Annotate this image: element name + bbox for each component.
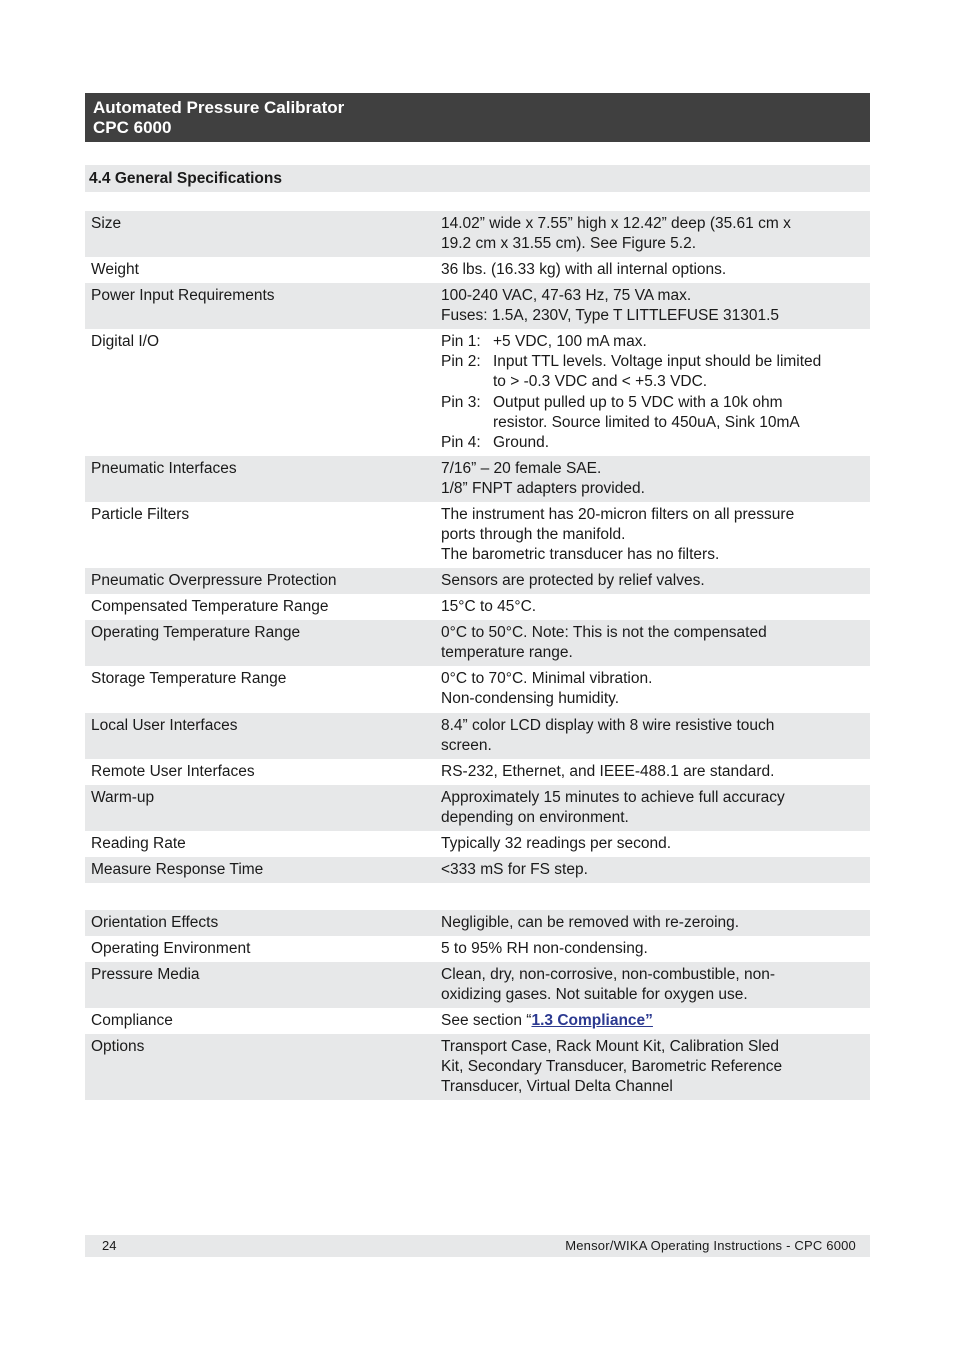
spec-value-line: temperature range. [441,644,573,662]
spec-value-line: Clean, dry, non-corrosive, non-combustible, non- [441,966,775,983]
spec-row [85,1034,870,1100]
spec-label: Remote User Interfaces [91,763,255,780]
spec-label: Digital I/O [91,333,160,350]
spec-label: Compliance [91,1012,173,1029]
spec-row [85,1008,870,1034]
spec-row [85,594,870,620]
spec-label: Orientation Effects [91,914,219,931]
spec-row [85,857,870,883]
spec-value-line: screen. [441,737,492,755]
spec-value [441,669,866,709]
spec-label: Compensated Temperature Range [91,598,329,615]
spec-value-line: 0°C to 50°C. Note: This is not the compensated [441,624,767,641]
spec-value-line: The instrument has 20-micron filters on all pressure [441,506,795,523]
spec-value-line: RS-232, Ethernet, and IEEE-488.1 are standard. [441,763,775,780]
spec-value-line: Approximately 15 minutes to achieve full accuracy [441,789,785,806]
spec-label: Operating Environment [91,940,251,957]
spec-row [85,936,870,962]
pin-label: Pin 3: [441,393,481,411]
spec-row [85,257,870,283]
spec-value-line: <333 mS for FS step. [441,861,588,878]
spec-row [85,502,870,568]
pin-label: Pin 4: [441,434,481,452]
spec-value-line: oxidizing gases. Not suitable for oxygen use. [441,986,748,1004]
spec-value [441,965,866,1005]
spec-value [441,1011,866,1031]
spec-label: Pressure Media [91,966,200,983]
spec-value-line: 1/8” FNPT adapters provided. [441,480,645,498]
spec-value [441,834,866,854]
spec-value-line: Fuses: 1.5A, 230V, Type T LITTLEFUSE 31301.5 [441,307,780,325]
spec-value-line: 15°C to 45°C. [441,598,537,615]
spec-row [85,883,870,910]
spec-row [85,910,870,936]
pin-label: Pin 2: [441,353,481,371]
spec-label: Power Input Requirements [91,287,275,304]
spec-label: Pneumatic Overpressure Protection [91,572,337,589]
spec-value [441,788,866,828]
page-number: 24 [102,1238,117,1253]
spec-label: Reading Rate [91,835,186,852]
spec-row [85,211,870,257]
spec-value-line: 0°C to 70°C. Minimal vibration. [441,670,653,687]
spec-value [441,459,866,499]
spec-value [441,939,866,959]
spec-value [441,505,866,566]
spec-row [85,568,870,594]
spec-row [85,666,870,713]
pin-line: Ground. [493,434,550,452]
pin-label: Pin 1: [441,333,481,350]
spec-row [85,785,870,831]
pin-line: Input TTL levels. Voltage input should be limited [493,353,822,371]
spec-value [441,716,866,756]
spec-row [85,283,870,329]
pin-entry [441,332,866,352]
spec-value [441,1037,866,1098]
spec-value-line: Negligible, can be removed with re-zeroing. [441,914,740,931]
spec-value [441,286,866,326]
spec-value-line: 36 lbs. (16.33 kg) with all internal options. [441,261,727,278]
page-footer [85,1235,870,1257]
spec-value [441,260,866,280]
spec-value-line: 8.4” color LCD display with 8 wire resistive touch [441,717,775,734]
header-title: Automated Pressure Calibrator [93,98,345,117]
spec-row [85,759,870,785]
spec-label: Warm-up [91,789,155,806]
spec-label: Measure Response Time [91,861,264,878]
spec-value-line: depending on environment. [441,809,629,827]
spec-value [441,860,866,880]
spec-value [441,571,866,591]
spec-label: Storage Temperature Range [91,670,287,687]
pin-line: Output pulled up to 5 VDC with a 10k ohm [493,393,783,411]
spec-value [441,332,866,453]
spec-row [85,456,870,502]
compliance-link[interactable]: 1.3 Compliance” [531,1012,653,1029]
spec-label: Pneumatic Interfaces [91,460,237,477]
pin-description [493,393,866,433]
pin-description [493,332,866,352]
specifications-table [85,211,870,1100]
document-header [85,93,870,142]
spec-row [85,329,870,456]
spec-value-line: 19.2 cm x 31.55 cm). See Figure 5.2. [441,235,697,253]
spec-value [441,214,866,254]
spec-label: Size [91,215,122,232]
spec-value-line: 14.02” wide x 7.55” high x 12.42” deep (35.61 cm x [441,215,791,232]
footer-doc-title: Mensor/WIKA Operating Instructions - CPC 6000 [565,1238,856,1253]
pin-description [493,433,866,453]
spec-row [85,713,870,759]
spec-value-line: Transport Case, Rack Mount Kit, Calibration Sled [441,1038,779,1055]
pin-description [493,352,866,392]
spec-value-line: Non-condensing humidity. [441,690,620,708]
pin-line: +5 VDC, 100 mA max. [493,333,647,350]
pin-line: to > -0.3 VDC and < +5.3 VDC. [493,373,708,391]
spec-label: Weight [91,261,139,278]
spec-value [441,597,866,617]
spec-value [441,623,866,663]
spec-label: Operating Temperature Range [91,624,301,641]
compliance-prefix: See section “ [441,1012,532,1029]
pin-entry [441,352,866,392]
spec-value-line: Sensors are protected by relief valves. [441,572,705,589]
spec-value-line: ports through the manifold. [441,526,626,544]
spec-value-line: Kit, Secondary Transducer, Barometric Reference [441,1058,783,1076]
spec-label: Particle Filters [91,506,190,523]
spec-value-line: 7/16” – 20 female SAE. [441,460,602,477]
header-model: CPC 6000 [93,118,172,137]
spec-row [85,962,870,1008]
spec-value-line: 100-240 VAC, 47-63 Hz, 75 VA max. [441,287,692,304]
spec-row [85,620,870,666]
spec-value-line: The barometric transducer has no filters. [441,546,720,564]
spec-value [441,762,866,782]
spec-value [441,913,866,933]
spec-label: Local User Interfaces [91,717,238,734]
pin-entry [441,393,866,433]
spec-value-line: 5 to 95% RH non-condensing. [441,940,648,957]
spec-row [85,831,870,857]
section-title: 4.4 General Specifications [85,165,870,192]
pin-line: resistor. Source limited to 450uA, Sink 10mA [493,413,800,431]
pin-entry [441,433,866,453]
spec-value-line: Transducer, Virtual Delta Channel [441,1078,673,1096]
spec-label: Options [91,1038,145,1055]
spec-value-line: Typically 32 readings per second. [441,835,672,852]
